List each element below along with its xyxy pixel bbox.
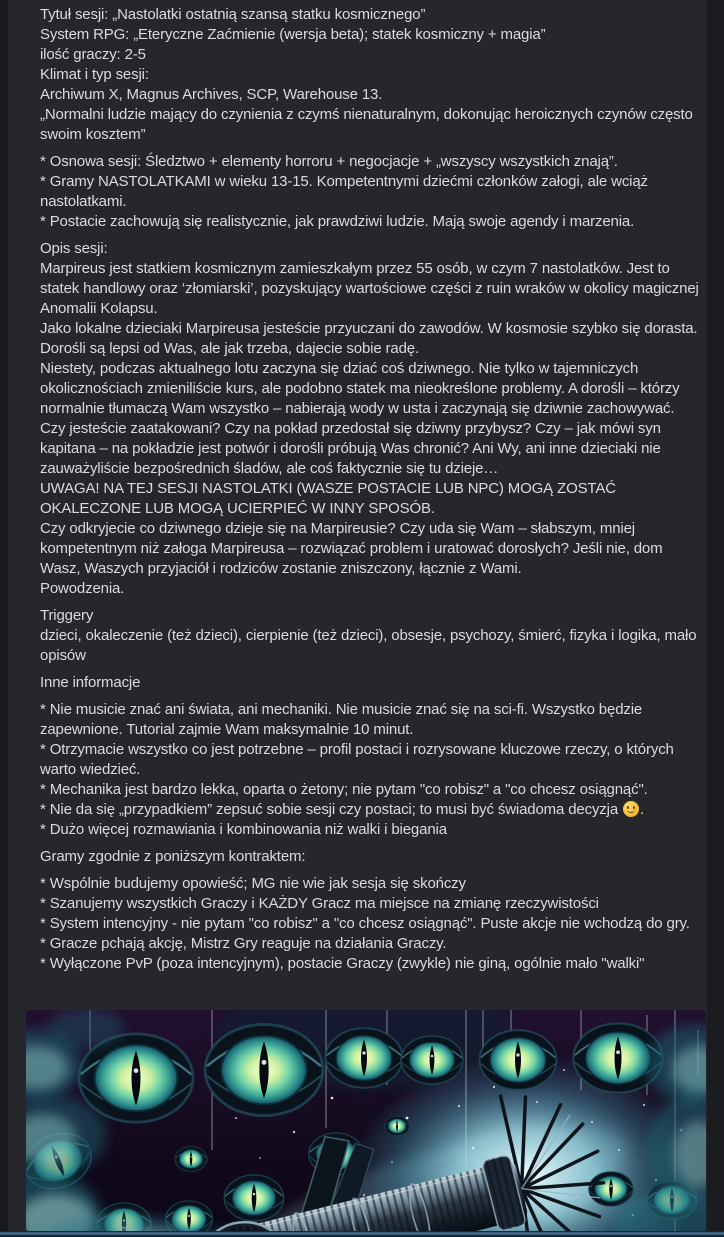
slightly-smiling-face-emoji [623,801,639,817]
message-text [40,5,702,1007]
message-paragraph: * Nie musicie znać ani świata, ani mechaniki. Nie musicie znać się na sci-fi. Wszystko będzie zapewnione. Tutorial zajmie Wam maksymalnie 10 minut. * Otrzymacie wszystko co jest potrzebne – profil postaci i rozrysowane kluczowe rzeczy, o których warto wiedzieć. * Mechanika jest bardzo lekka, oparta o żetony; nie pytam "co robisz" a "co chcesz osiągnąć". * Nie da się „przypadkiem” zepsuć sobie sesji czy postaci; to musi być świadoma decyzja . * Dużo więcej rozmawiania i kombinowania niż walki i biegania [40,701,674,838]
message-paragraph: * Wspólnie budujemy opowieść; MG nie wie jak sesja się skończy * Szanujemy wszystkich Graczy i KAŻDY Gracz ma miejsce na zmianę rzeczywistości * System intencyjny - nie pytam "co robisz" a "co chcesz osiągnąć". Puste akcje nie wchodzą do gry. * Gracze pchają akcję, Mistrz Gry reaguje na działania Graczy. * Wyłączone PvP (poza intencyjnym), postacie Graczy (zwykle) nie giną, ogólnie mało "walki" [40,875,690,972]
attachment-image[interactable] [26,1010,706,1232]
message-paragraph: Inne informacje [40,674,141,691]
message-paragraph: * Osnowa sesji: Śledztwo + elementy horroru + negocjacje + „wszyscy wszystkich znają”. * Gramy NASTOLATKAMI w wieku 13-15. Kompetentnymi dziećmi członków załogi, ale wciąż nastolatkami. * Postacie zachowują się realistycznie, jak prawdziwi ludzie. Mają swoje agendy i marzenia. [40,153,648,230]
message-paragraph: Opis sesji: Marpireus jest statkiem kosmicznym zamieszkałym przez 55 osób, w czym 7 nastolatków. Jest to statek handlowy oraz ‘złomiarski’, pozyskujący wartościowe części z ruin wraków w okolicy magicznej Anomalii Kolapsu. Jako lokalne dzieciaki Marpireusa jesteście przyuczani do zawodów. W kosmosie szybko się dorasta. Dorośli są lepsi od Was, ale jak trzeba, dajecie sobie radę. Niestety, podczas aktualnego lotu zaczyna się dziać coś dziwnego. Nie tylko w tajemniczych okolicznościach zmieniliście kurs, ale podobno statek ma nieokreślone problemy. A dorośli – którzy normalnie tłumaczą Wam wszystko – nabierają wody w usta i zaczynają się dziwnie zachowywać. Czy jesteście zaatakowani? Czy na pokład przedostał się dziwny przybysz? Czy – jak mówi syn kapitana – na pokładzie jest potwór i dorośli próbują Was chronić? Ani Wy, ani inne dzieciaki nie zauważyliście bezpośrednich śladów, ale coś faktycznie się tu dzieje… UWAGA! NA TEJ SESJI NASTOLATKI (WASZE POSTACIE LUB NPC) MOGĄ ZOSTAĆ OKALECZONE LUB MOGĄ UCIERPIEĆ W INNY SPOSÓB. Czy odkryjecie co dziwnego dzieje się na Marpireusie? Czy uda się Wam – słabszym, mniej kompetentnym niż załoga Marpireusa – rozwiązać problem i uratować dorosłych? Jeśli nie, dom Wasz, Waszych przyjaciół i rodziców zostanie zniszczony, łącznie z Wami. Powodzenia. [40,240,699,597]
left-gutter [0,0,8,1237]
next-attachment-top-edge[interactable] [0,1231,724,1237]
message-paragraph: Gramy zgodnie z poniższym kontraktem: [40,848,306,865]
scrollbar-track[interactable] [707,0,724,1237]
eyes-nebula-spaceship-artwork [26,1010,706,1232]
message-paragraph: Tytuł sesji: „Nastolatki ostatnią szansą statku kosmicznego” System RPG: „Eteryczne Zaćmienie (wersja beta); statek kosmiczny + magia” ilość graczy: 2-5 Klimat i typ sesji: Archiwum X, Magnus Archives, SCP, Warehouse 13. „Normalni ludzie mający do czynienia z czymś nienaturalnym, dokonując heroicznych czynów często swoim kosztem” [40,6,693,143]
message-paragraph: Triggery dzieci, okaleczenie (też dzieci), cierpienie (też dzieci), obsesje, psychozy, śmierć, fizyka i logika, mało opisów [40,607,697,664]
